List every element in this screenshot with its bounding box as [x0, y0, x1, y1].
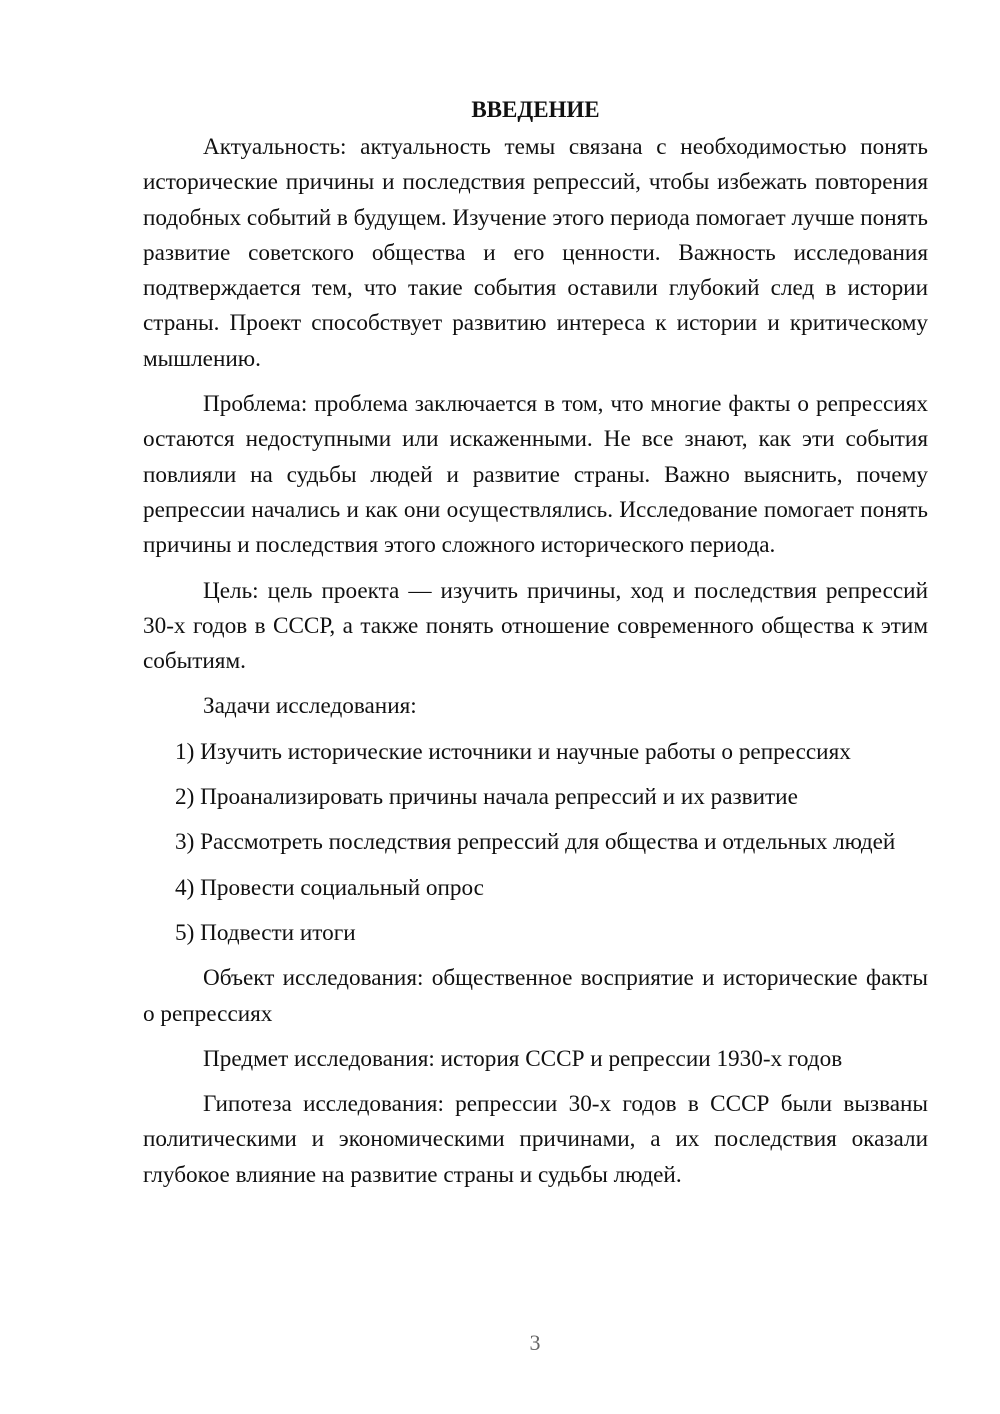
paragraph-relevance: Актуальность: актуальность темы связана с необходимостью понять исторические причины и последствия репрессий, чтобы избежать повторения подобных событий в будущем. Изучение этого периода помогает лучше понять развитие советского общества и его ценности. Важность исследования подтверждается тем, что такие события оставили глубокий след в истории страны. Проект способствует развитию интереса к истории и критическому мышлению.	[143, 134, 928, 372]
paragraph-problem: Проблема: проблема заключается в том, что многие факты о репрессиях остаются недоступными или искаженными. Не все знают, как эти события повлияли на судьбы людей и развитие страны. Важно выяснить, почему репрессии начались и как они осуществлялись. Исследование помогает понять причины и последствия этого сложного исторического периода.	[143, 391, 928, 559]
document-page	[143, 92, 928, 1203]
task-item: 3) Рассмотреть последствия репрессий для общества и отдельных людей	[175, 829, 896, 856]
section-heading: ВВЕДЕНИЕ	[471, 97, 600, 122]
task-item: 2) Проанализировать причины начала репрессий и их развитие	[175, 784, 798, 811]
task-item: 1) Изучить исторические источники и научные работы о репрессиях	[175, 738, 851, 765]
paragraph-object: Объект исследования: общественное восприятие и исторические факты о репрессиях	[143, 965, 928, 1027]
task-item: 5) Подвести итоги	[175, 919, 356, 946]
paragraph-goal: Цель: цель проекта — изучить причины, ход и последствия репрессий 30-х годов в СССР, а также понять отношение современного общества к этим событиям.	[143, 577, 928, 675]
task-item: 4) Провести социальный опрос	[175, 874, 484, 901]
paragraph-tasks-heading: Задачи исследования:	[203, 693, 417, 720]
paragraph-subject: Предмет исследования: история СССР и репрессии 1930-х годов	[203, 1045, 843, 1072]
page-number: 3	[529, 1330, 541, 1355]
paragraph-hypothesis: Гипотеза исследования: репрессии 30-х годов в СССР были вызваны политическими и экономическими причинами, а их последствия оказали глубокое влияние на развитие страны и судьбы людей.	[143, 1091, 928, 1188]
